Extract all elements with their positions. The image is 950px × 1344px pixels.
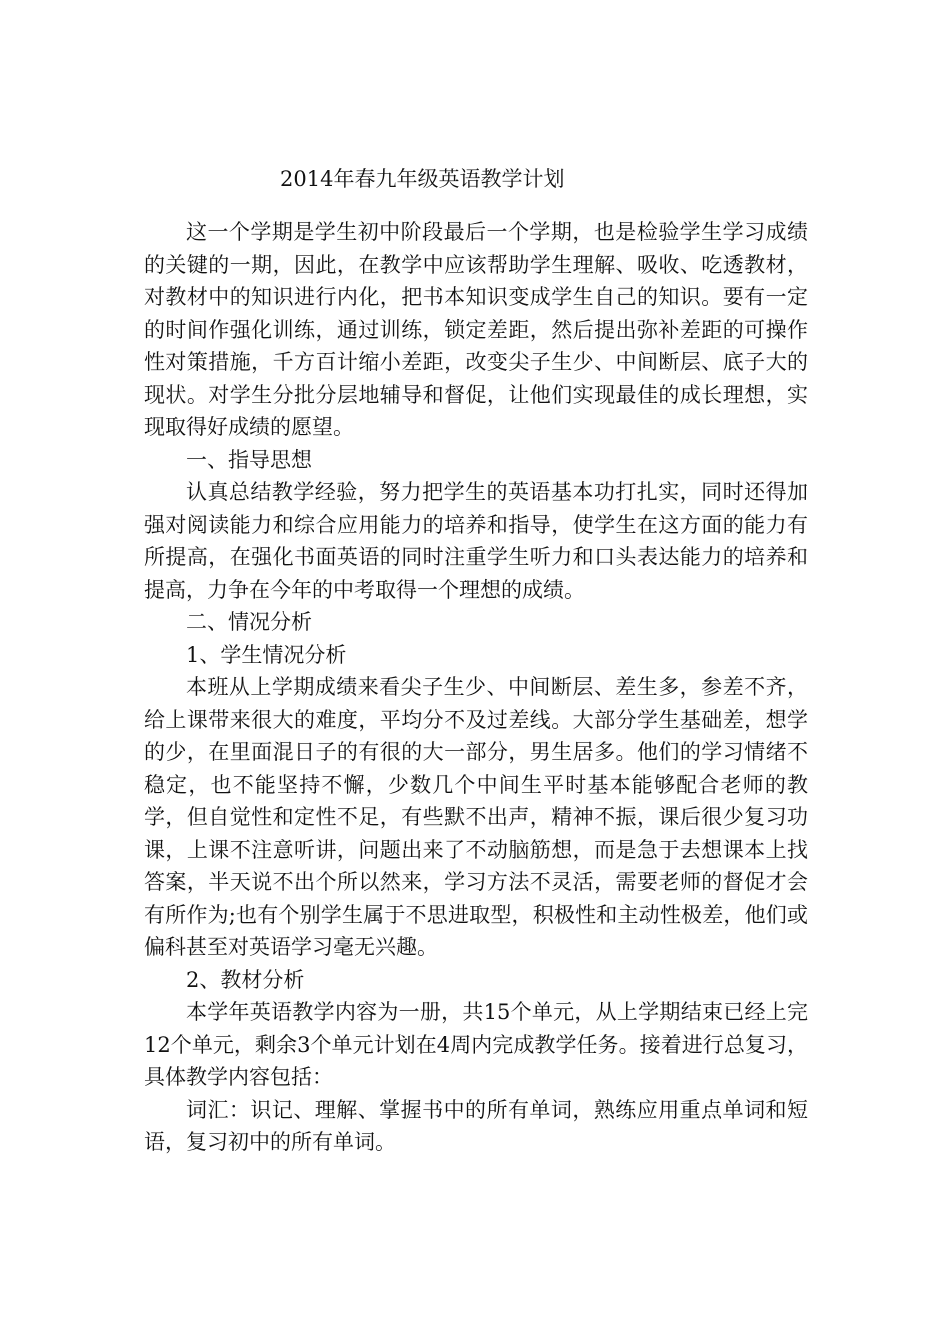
section-heading-situation-analysis: 二、情况分析: [186, 610, 312, 634]
textbook-analysis-paragraph: 本学年英语教学内容为一册，共15个单元，从上学期结束已经上完12个单元，剩余3个单元计划在4周内完成教学任务。接着进行总复习，具体教学内容包括：: [144, 1000, 808, 1089]
document-body: [144, 216, 808, 1159]
section-heading-guiding-ideology: 一、指导思想: [186, 447, 312, 472]
intro-paragraph: 这一个学期是学生初中阶段最后一个学期，也是检验学生学习成绩的关键的一期，因此，在教学中应该帮助学生理解、吸收、吃透教材，对教材中的知识进行内化，把书本知识变成学生自己的知识。要有一定的时间作强化训练，通过训练，锁定差距，然后提出弥补差距的可操作性对策措施，千方百计缩小差距，改变尖子生少、中间断层、底子大的现状。对学生分批分层地辅导和督促，让他们实现最佳的成长理想，实现取得好成绩的愿望。: [144, 220, 808, 439]
subsection-heading-textbook-analysis: 2、教材分析: [186, 967, 305, 992]
document-title-text: 2014年春九年级英语教学计划: [280, 167, 565, 191]
student-analysis-paragraph: 本班从上学期成绩来看尖子生少、中间断层、差生多，参差不齐，给上课带来很大的难度，平均分不及过差线。大部分学生基础差，想学的少，在里面混日子的有很的大一部分，男生居多。他们的学习情绪不稳定，也不能坚持不懈，少数几个中间生平时基本能够配合老师的教学，但自觉性和定性不足，有些默不出声，精神不振，课后很少复习功课，上课不注意听讲，问题出来了不动脑筋想，而是急于去想课本上找答案，半天说不出个所以然来，学习方法不灵活，需要老师的督促才会有所作为;也有个别学生属于不思进取型，积极性和主动性极差，他们或偏科甚至对英语学习毫无兴趣。: [144, 675, 808, 959]
subsection-heading-student-analysis: 1、学生情况分析: [186, 642, 347, 667]
guiding-ideology-paragraph: 认真总结教学经验，努力把学生的英语基本功打扎实，同时还得加强对阅读能力和综合应用能力的培养和指导，使学生在这方面的能力有所提高，在强化书面英语的同时注重学生听力和口头表达能力的培养和提高，力争在今年的中考取得一个理想的成绩。: [144, 480, 808, 602]
vocabulary-paragraph: 词汇：识记、理解、掌握书中的所有单词，熟练应用重点单词和短语，复习初中的所有单词。: [144, 1097, 808, 1154]
